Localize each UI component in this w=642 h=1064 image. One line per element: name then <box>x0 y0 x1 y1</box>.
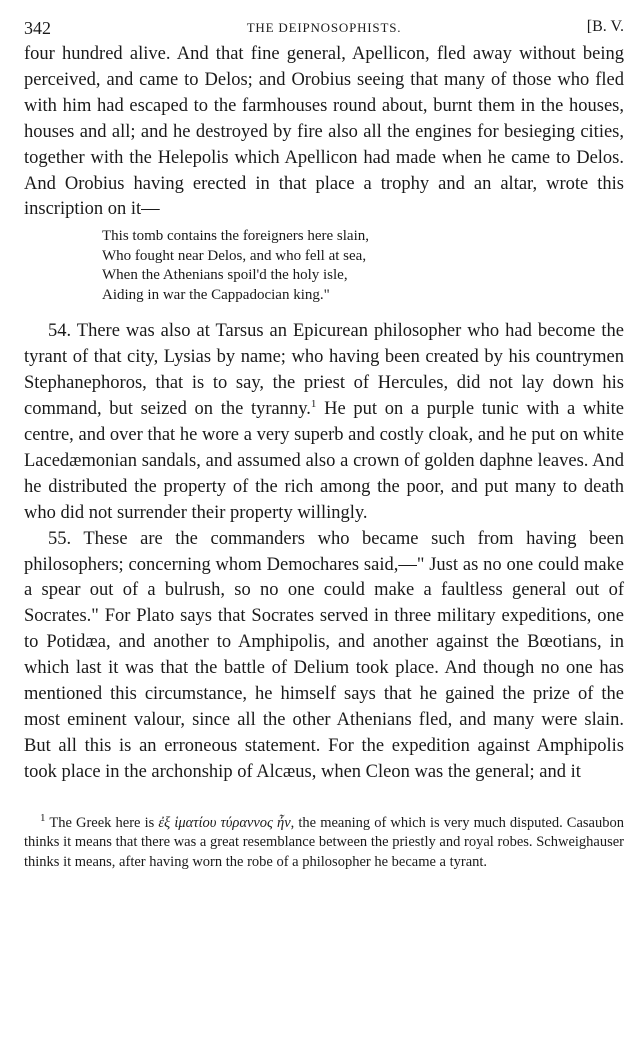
poem-line: Aiding in war the Cappadocian king." <box>102 286 330 303</box>
footnote-rest: , the meaning of which is very much disputed. Casaubon thinks it means that there was a great resemblance between the priestly and royal robes. Schweighauser thinks it means, after having worn the robe of a philosopher he became a tyrant. <box>24 814 624 870</box>
poem-line: Who fought near Delos, and who fell at sea, <box>102 247 367 264</box>
footnote-greek-phrase: ἐξ ἱματίου τύραννος ἦν <box>158 814 291 831</box>
running-title: THE DEIPNOSOPHISTS. <box>246 20 402 35</box>
section-marker: [B. V. <box>586 18 624 35</box>
paragraph-54 <box>24 319 624 526</box>
book-page <box>24 12 624 872</box>
footnote-lead: The Greek here is <box>45 814 159 831</box>
footnote-number: 1 <box>40 811 46 824</box>
inscription-poem <box>102 227 624 305</box>
poem-line: When the Athenians spoil'd the holy isle, <box>102 267 348 284</box>
poem-line: This tomb contains the foreigners here slain, <box>102 228 370 245</box>
paragraph-54-continued: He put on a purple tunic with a white centre, and over that he wore a very superb and costly cloak, and he put on white Lacedæmonian sandals, and assumed also a crown of golden daphne leaves. And he distributed the property of the rich among the poor, and put many to death who did not surrender their property willingly. <box>24 399 624 523</box>
paragraph-54-text: 54. There was also at Tarsus an Epicurean philosopher who had become the tyrant of that city, Lysias by name; who having been created by his countrymen Stephanephoros, that is to say, the priest of Hercules, did not lay down his command, but seized on the tyranny. <box>24 321 624 420</box>
paragraph-continuation: four hundred alive. And that fine general, Apellicon, fled away without being perceived, and came to Delos; and Orobius seeing that many of those who fled with him had escaped to the farmhouses round about, burnt them in the houses, houses and all; and he destroyed by fire also all the engines for besieging cities, together with the Helepolis which Apellicon had made when he came to Delos. And Orobius having erected in that place a trophy and an altar, wrote this inscription on it— <box>24 44 624 220</box>
running-header <box>24 12 624 42</box>
footnote-text <box>24 811 624 873</box>
body-text <box>24 42 624 786</box>
paragraph-55: 55. These are the commanders who became such from having been philosophers; concerning whom Demochares said,—" Just as no one could make a spear out of a bulrush, so no one could make a faultless general out of Socrates." For Plato says that Socrates served in three military expeditions, one to Potidæa, and another to Amphipolis, and another against the Bœotians, in which last it was that the battle of Delium took place. And though no one has mentioned this circumstance, he himself says that he gained the prize of the most eminent valour, since all the other Athenians fled, and many were slain. But all this is an erroneous statement. For the expedition against Amphipolis took place in the archonship of Alcæus, when Cleon was the general; and it <box>24 528 624 782</box>
footnote <box>24 811 624 873</box>
page-number: 342 <box>24 18 51 38</box>
footnote-reference: 1 <box>310 397 317 410</box>
